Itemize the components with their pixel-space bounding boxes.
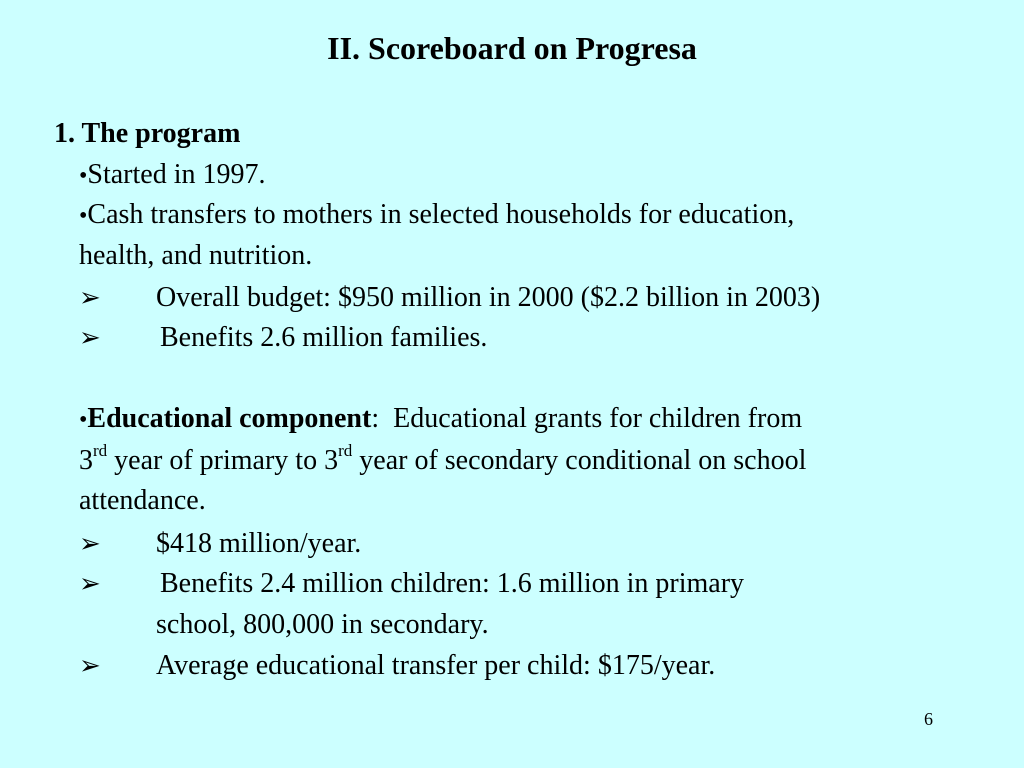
educational-component-label: Educational component — [87, 403, 372, 434]
bullet-icon: • — [79, 163, 88, 189]
bullet-icon: • — [79, 203, 88, 229]
arrow-children-text: Benefits 2.4 million children: 1.6 million in primary — [160, 568, 745, 599]
bullet-educational-component — [79, 402, 802, 437]
page-number: 6 — [924, 709, 933, 729]
educational-line2-part2: year of primary to 3 — [107, 445, 339, 476]
bullet-cash-continuation: health, and nutrition. — [79, 240, 313, 271]
bullet-started — [79, 158, 266, 193]
ordinal-suffix-2: rd — [338, 440, 353, 460]
arrow-bullet-icon: ➢ — [79, 283, 101, 312]
arrow-budget-text: Overall budget: $950 million in 2000 ($2.2 billion in 2003) — [156, 282, 821, 313]
arrow-bullet-icon: ➢ — [79, 323, 101, 352]
arrow-bullet-icon: ➢ — [79, 651, 101, 680]
arrow-bullet-icon: ➢ — [79, 529, 101, 558]
educational-line2-part3: year of secondary conditional on school — [352, 445, 807, 476]
educational-colon: : — [371, 403, 380, 434]
educational-line2-part1: 3 — [79, 445, 93, 476]
arrow-average-text: Average educational transfer per child: $175/year. — [156, 650, 716, 681]
educational-line-3: attendance. — [79, 485, 206, 516]
bullet-cash-text: Cash transfers to mothers in selected households for education, — [87, 199, 795, 230]
section-heading: 1. The program — [54, 118, 241, 149]
ordinal-suffix-1: rd — [93, 440, 108, 460]
bullet-cash-transfers — [79, 198, 794, 233]
arrow-cost-text: $418 million/year. — [156, 528, 362, 559]
arrow-families-text: Benefits 2.6 million families. — [160, 322, 488, 353]
arrow-children-continuation: school, 800,000 in secondary. — [156, 609, 489, 640]
bullet-icon: • — [79, 407, 88, 433]
educational-text: Educational grants for children from — [379, 403, 803, 434]
bullet-started-text: Started in 1997. — [87, 159, 266, 190]
educational-line-2 — [79, 440, 807, 478]
arrow-bullet-icon: ➢ — [79, 569, 101, 598]
slide-title: II. Scoreboard on Progresa — [327, 30, 697, 66]
